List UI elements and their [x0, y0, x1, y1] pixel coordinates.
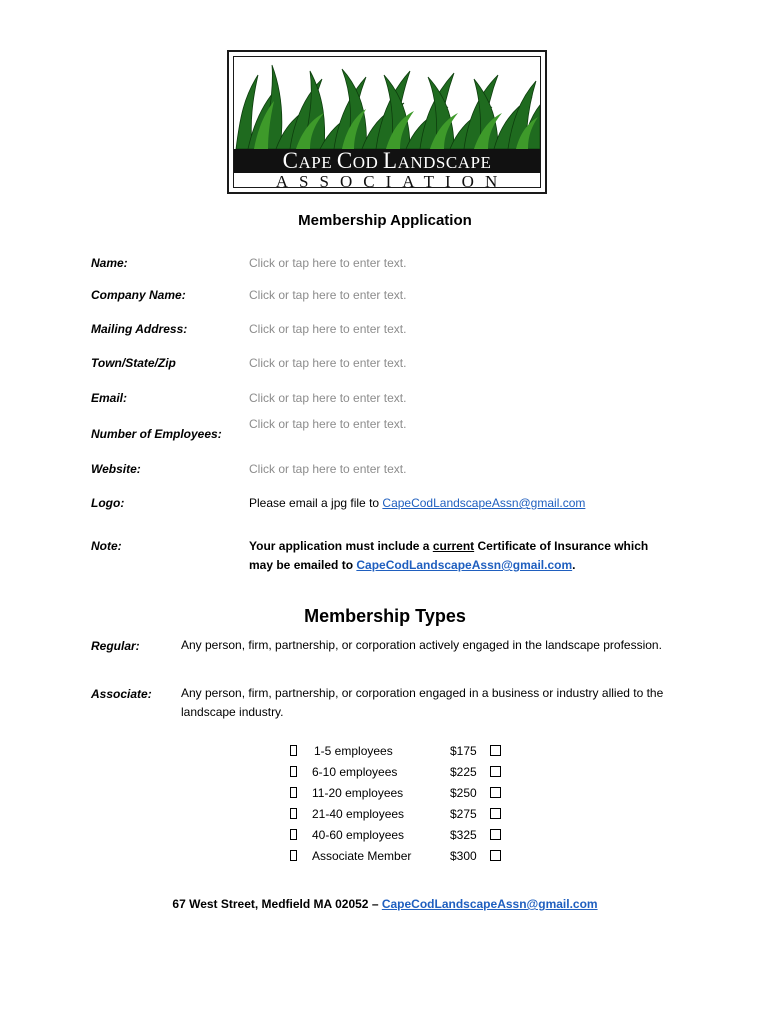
employees-label: Number of Employees: [91, 427, 222, 441]
bullet-icon [290, 745, 297, 756]
rate-name: 40-60 employees [312, 828, 405, 842]
rate-checkbox[interactable] [490, 745, 501, 756]
rate-checkbox[interactable] [490, 850, 501, 861]
employees-field[interactable]: Click or tap here to enter text. [249, 417, 407, 431]
bullet-icon [290, 766, 297, 777]
rate-price: $325 [450, 828, 477, 842]
email-label: Email: [91, 391, 128, 405]
town-state-zip-label: Town/State/Zip [91, 356, 176, 370]
rate-checkbox[interactable] [490, 829, 501, 840]
name-field[interactable]: Click or tap here to enter text. [249, 256, 407, 270]
bullet-icon [290, 808, 297, 819]
bullet-icon [290, 787, 297, 798]
rate-price: $250 [450, 786, 477, 800]
logo-label: Logo: [91, 496, 125, 510]
rate-checkbox[interactable] [490, 787, 501, 798]
rate-price: $300 [450, 849, 477, 863]
associate-description: Any person, firm, partnership, or corporation engaged in a business or industry allied to the landscape industry. [181, 686, 664, 719]
rate-name: Associate Member [312, 849, 412, 863]
membership-types-heading: Membership Types [304, 606, 466, 626]
town-state-zip-field[interactable]: Click or tap here to enter text. [249, 356, 407, 370]
rate-row [290, 765, 520, 786]
cape-cod-landscape-association-logo [227, 50, 547, 194]
note-email-link[interactable]: CapeCodLandscapeAssn@gmail.com [356, 558, 573, 572]
logo-name-band: CAPE COD LANDSCAPE [234, 149, 540, 173]
rate-row [290, 807, 520, 828]
rate-row [290, 744, 520, 765]
website-field[interactable]: Click or tap here to enter text. [249, 462, 407, 476]
note-text: Your application must include a current Certificate of Insurance which may be emailed to CapeCodLandscapeAssn@gmail.com. [249, 539, 649, 572]
rate-name: 6-10 employees [312, 765, 398, 779]
rate-name: 11-20 employees [312, 786, 404, 800]
regular-label: Regular: [91, 639, 140, 653]
mailing-address-label: Mailing Address: [91, 322, 188, 336]
page-title: Membership Application [298, 212, 472, 229]
logo-email-link[interactable]: CapeCodLandscapeAssn@gmail.com [382, 496, 586, 510]
rate-row [290, 786, 520, 807]
rate-row [290, 828, 520, 849]
rate-checkbox[interactable] [490, 808, 501, 819]
rate-price: $175 [450, 744, 477, 758]
website-label: Website: [91, 462, 141, 476]
grass-graphic [234, 57, 540, 149]
footer-address: 67 West Street, Medfield MA 02052 – CapeCodLandscapeAssn@gmail.com [172, 897, 598, 911]
note-label: Note: [91, 539, 122, 553]
company-name-label: Company Name: [91, 288, 186, 302]
rate-name: 21-40 employees [312, 807, 405, 821]
rate-name: 1-5 employees [314, 744, 393, 758]
bullet-icon [290, 850, 297, 861]
rate-checkbox[interactable] [490, 766, 501, 777]
bullet-icon [290, 829, 297, 840]
rate-row [290, 849, 520, 870]
company-name-field[interactable]: Click or tap here to enter text. [249, 288, 407, 302]
logo-association-text: ASSOCIATION [275, 172, 509, 188]
rate-price: $275 [450, 807, 477, 821]
name-label: Name: [91, 256, 128, 270]
footer-email-link[interactable]: CapeCodLandscapeAssn@gmail.com [381, 897, 598, 911]
mailing-address-field[interactable]: Click or tap here to enter text. [249, 322, 407, 336]
email-field[interactable]: Click or tap here to enter text. [249, 391, 407, 405]
rate-price: $225 [450, 765, 477, 779]
logo-instructions: Please email a jpg file to CapeCodLandscapeAssn@gmail.com [249, 496, 586, 510]
regular-description: Any person, firm, partnership, or corporation actively engaged in the landscape profession. [181, 638, 662, 652]
associate-label: Associate: [91, 687, 152, 701]
